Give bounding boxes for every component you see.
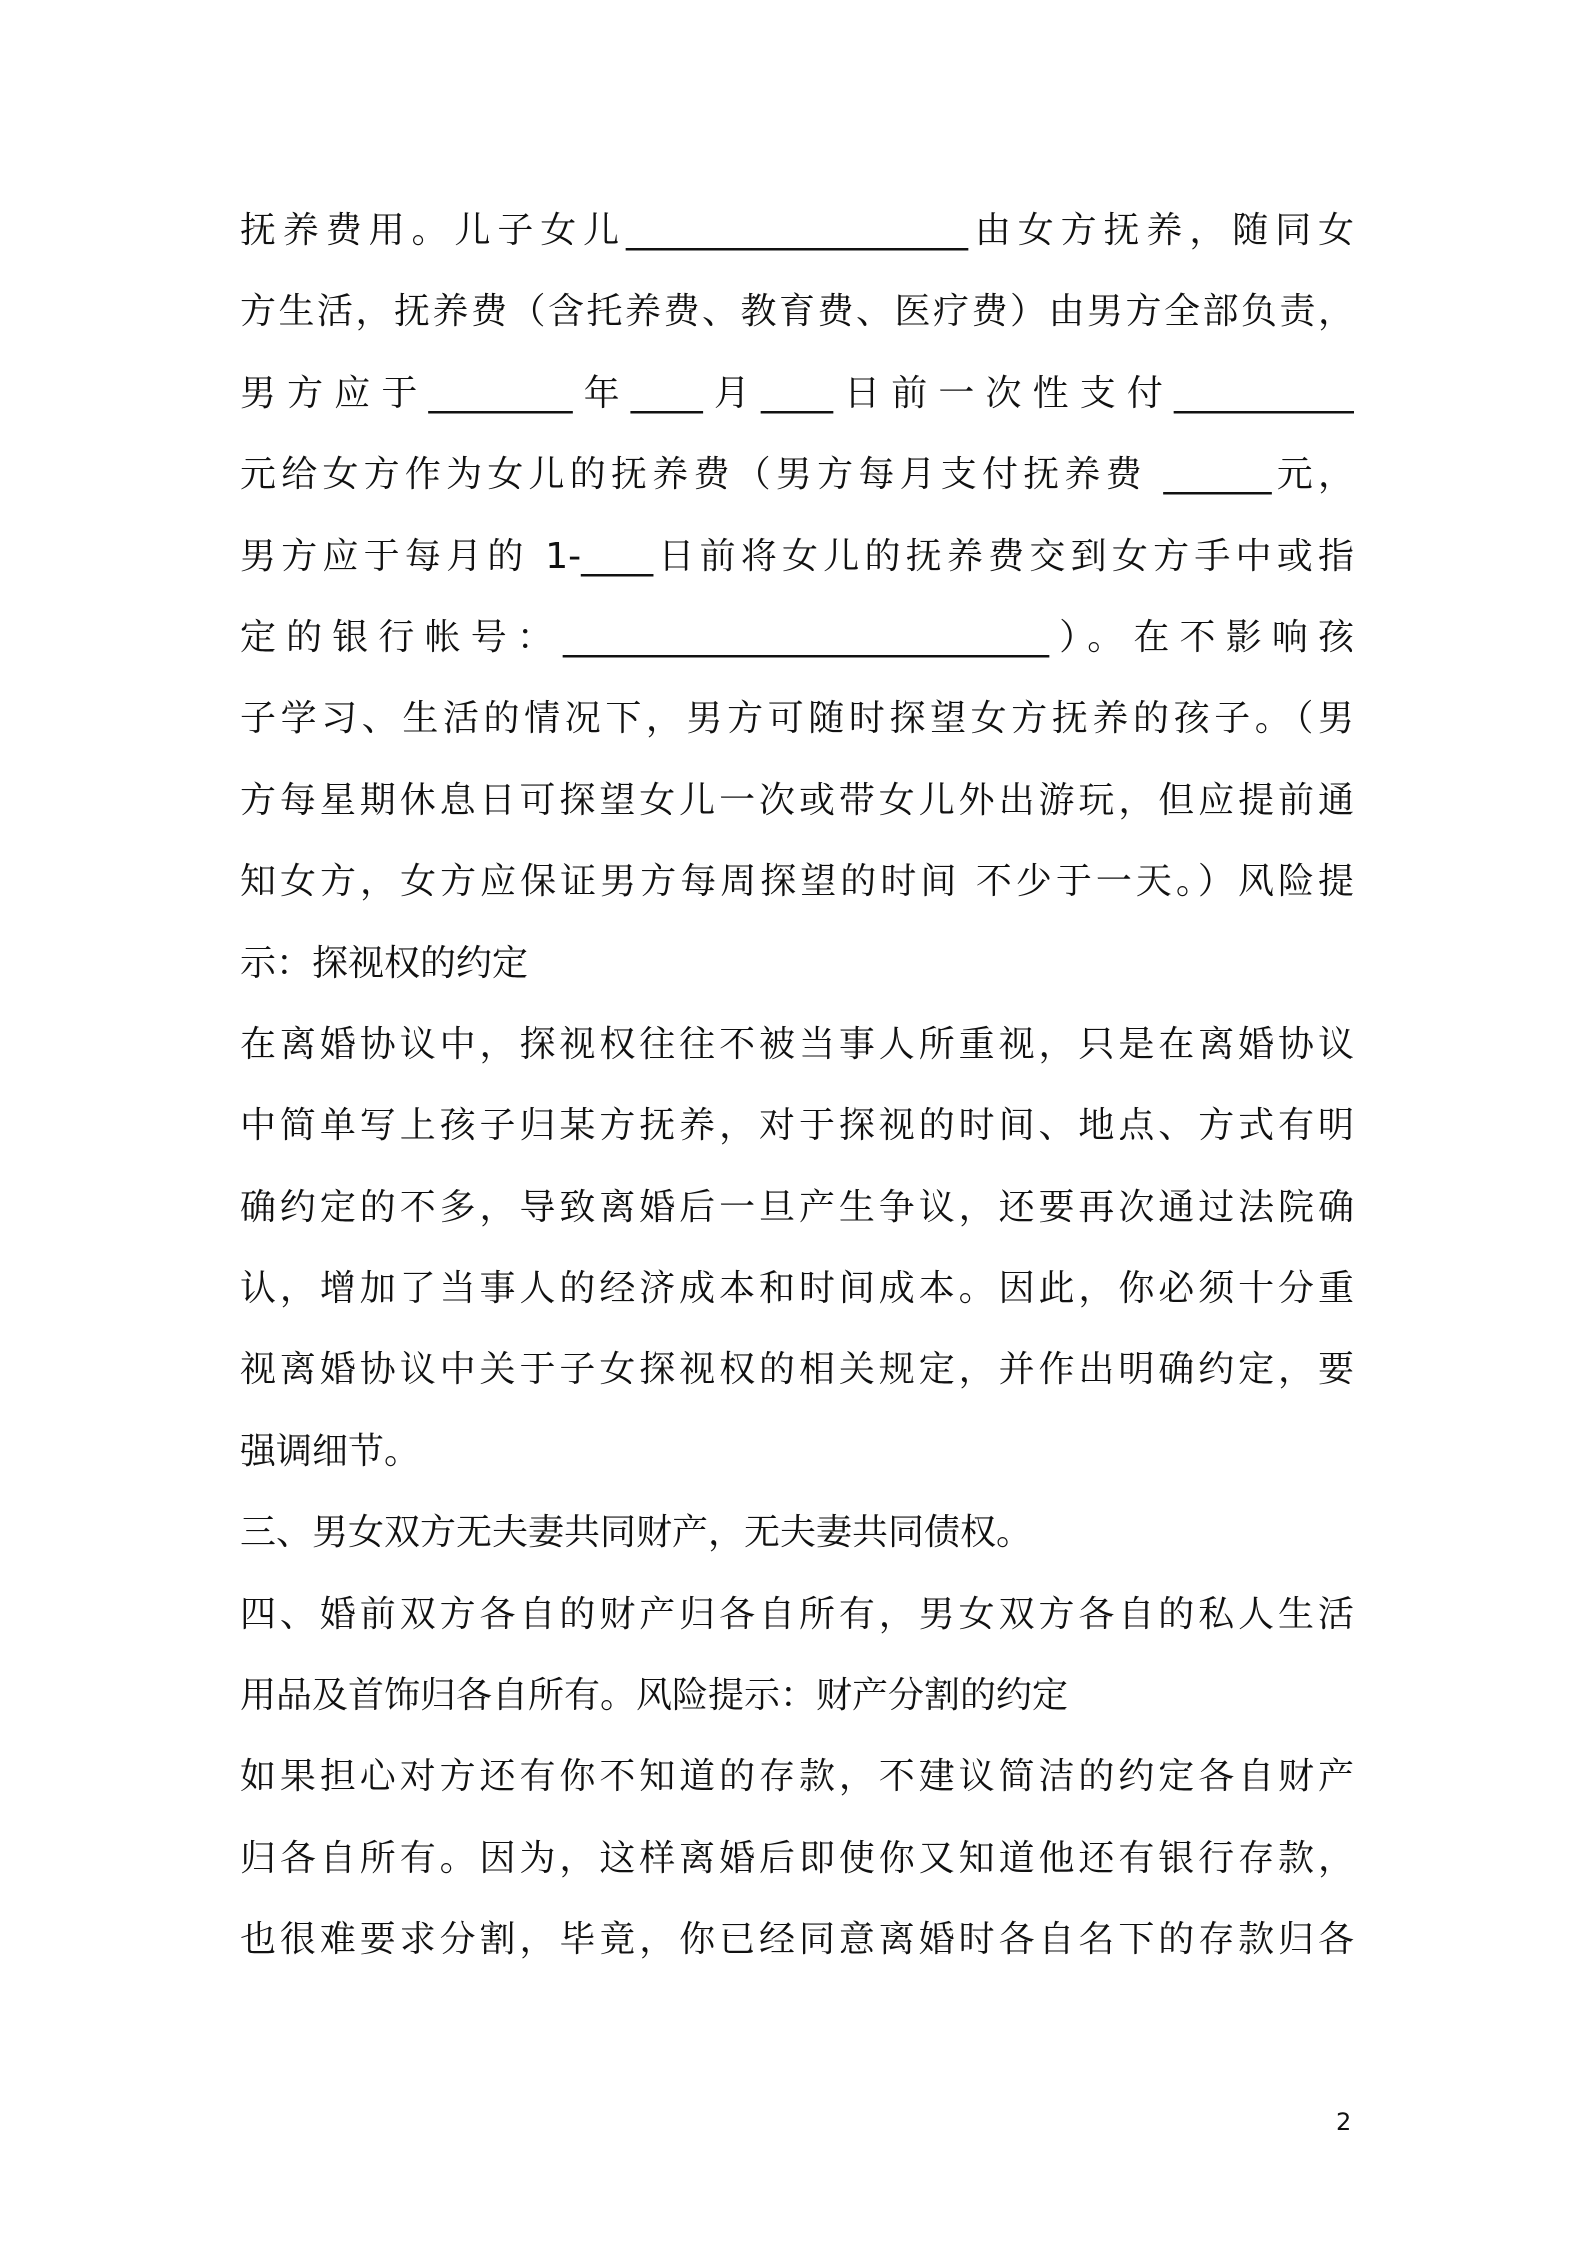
text-line: 如果担心对方还有你不知道的存款，不建议简洁的约定各自财产 <box>240 1756 1354 1798</box>
text-line: 方生活，抚养费（含托养费、教育费、医疗费）由男方全部负责， <box>240 291 1354 333</box>
text-line: 知女方，女方应保证男方每周探望的时间 不少于一天。）风险提 <box>240 861 1354 903</box>
page-number: 2 <box>1336 2108 1352 2136</box>
text-line: 归各自所有。因为，这样离婚后即使你又知道他还有银行存款， <box>240 1837 1354 1879</box>
text-line: 中简单写上孩子归某方抚养，对于探视的时间、地点、方式有明 <box>240 1105 1354 1147</box>
text-line: 确约定的不多，导致离婚后一旦产生争议，还要再次通过法院确 <box>240 1186 1354 1228</box>
text-line: 男方应于________年____月____日前一次性支付__________ <box>240 372 1354 414</box>
text-line: 示：探视权的约定 <box>240 942 529 984</box>
text-line: 用品及首饰归各自所有。风险提示：财产分割的约定 <box>240 1675 1069 1717</box>
text-line: 男方应于每月的 1-____日前将女儿的抚养费交到女方手中或指 <box>240 535 1354 577</box>
text-line: 也很难要求分割，毕竟，你已经同意离婚时各自名下的存款归各 <box>240 1919 1354 1961</box>
text-line: 在离婚协议中，探视权往往不被当事人所重视，只是在离婚协议 <box>240 1023 1354 1065</box>
text-line: 抚养费用。儿子女儿___________________由女方抚养，随同女 <box>240 210 1354 251</box>
text-line: 四、婚前双方各自的财产归各自所有，男女双方各自的私人生活 <box>240 1593 1354 1635</box>
text-line: 三、男女双方无夫妻共同财产，无夫妻共同债权。 <box>240 1512 1033 1554</box>
document-body <box>240 190 1354 1981</box>
text-line: 方每星期休息日可探望女儿一次或带女儿外出游玩，但应提前通 <box>240 779 1354 821</box>
text-line: 强调细节。 <box>240 1430 421 1472</box>
text-line: 定的银行帐号：___________________________）。在不影响孩 <box>240 616 1354 658</box>
text-line: 视离婚协议中关于子女探视权的相关规定，并作出明确约定，要 <box>240 1349 1354 1391</box>
text-line: 元给女方作为女儿的抚养费（男方每月支付抚养费 ______元， <box>240 454 1354 496</box>
text-line: 认，增加了当事人的经济成本和时间成本。因此，你必须十分重 <box>240 1268 1354 1310</box>
text-line: 子学习、生活的情况下，男方可随时探望女方抚养的孩子。（男 <box>240 698 1354 740</box>
